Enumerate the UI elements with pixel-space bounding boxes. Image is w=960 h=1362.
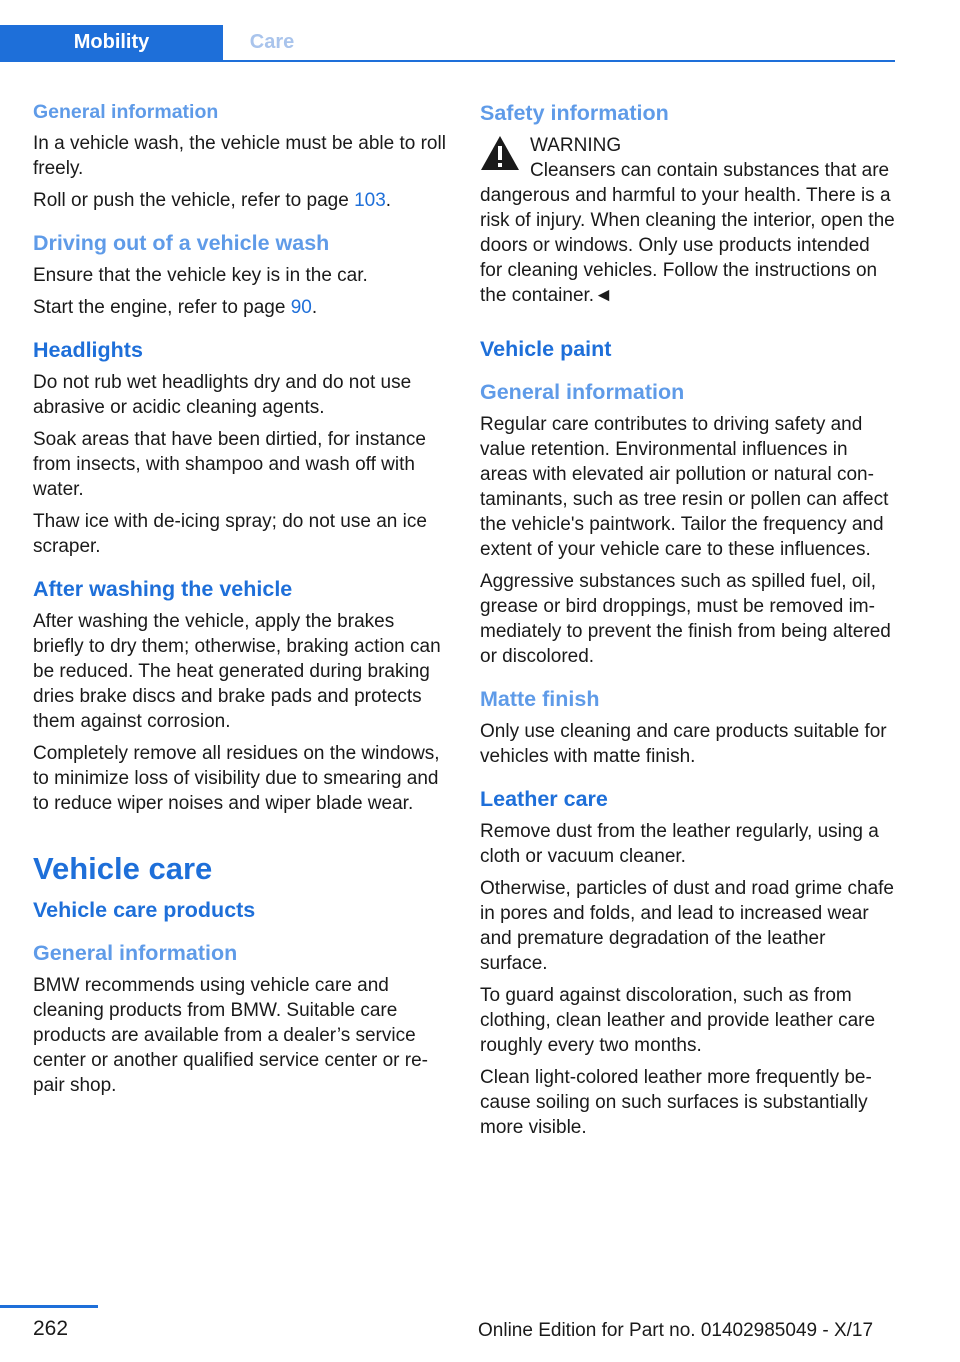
page-number: 262 [33, 1317, 69, 1340]
paint-general-info-heading: General information [480, 380, 685, 404]
paragraph: Ensure that the vehicle key is in the car. [33, 265, 368, 286]
paragraph: Soak areas that have been dirtied, for instance from insects, with shampoo and wash off with water. [33, 429, 426, 500]
vehicle-care-heading: Vehicle care [33, 851, 213, 886]
paragraph: Do not rub wet headlights dry and do not use abrasive or acidic cleaning agents. [33, 372, 412, 418]
matte-finish-heading: Matte finish [480, 687, 600, 711]
tab-care[interactable] [223, 25, 303, 60]
page-link[interactable]: 103 [354, 190, 386, 211]
paragraph: In a vehicle wash, the vehicle must be able to roll freely. [33, 133, 446, 179]
paragraph: Completely remove all residues on the windows, to minimize loss of visibility due to smearing and to reduce wiper noises and wiper blade wear. [33, 743, 440, 814]
paragraph: Otherwise, particles of dust and road grime chafe in pores and folds, and lead to increased wear and premature degradation of the leather surface. [480, 878, 894, 974]
text: Start the engine, refer to page [33, 297, 291, 318]
warning-label: WARNING [530, 135, 622, 156]
footer-rule [0, 1305, 98, 1308]
text: Roll or push the vehicle, refer to page [33, 190, 355, 211]
general-info-heading: General information [33, 101, 219, 123]
paragraph-with-link [33, 295, 449, 320]
text: . [385, 190, 392, 211]
paragraph: After washing the vehicle, apply the brakes briefly to dry them; otherwise, braking action can be reduced. The heat generated during braking dries brake discs and brake pads and protects them against corrosion. [33, 611, 441, 732]
paragraph: Thaw ice with de-icing spray; do not use an ice scraper. [33, 511, 427, 557]
tab-mobility[interactable]: Mobility [0, 25, 223, 60]
after-washing-heading: After washing the vehicle [33, 577, 293, 601]
right-column [480, 100, 896, 1147]
chapter-tab-bar [0, 25, 895, 62]
paragraph: Aggressive substances such as spilled fuel, oil, grease or bird droppings, must be removed immediately to prevent the finish from being altered or discolored. [480, 571, 891, 667]
tab-care-label: Care [249, 31, 295, 53]
paragraph: BMW recommends using vehicle care and cleaning products from BMW. Suitable care products are available from a dealer’s service center or another qualified service center or repair shop. [33, 975, 428, 1096]
driving-out-heading: Driving out of a vehicle wash [33, 231, 330, 255]
warning-block [480, 133, 896, 308]
edition-note: Online Edition for Part no. 01402985049 - X/17 [478, 1320, 874, 1341]
safety-information-heading: Safety information [480, 101, 669, 125]
paragraph: Clean light-colored leather more frequently because soiling on such surfaces is substantially more visible. [480, 1067, 872, 1138]
page-link[interactable]: 90 [290, 297, 312, 318]
headlights-heading: Headlights [33, 338, 143, 362]
paragraph: To guard against discoloration, such as from clothing, clean leather and provide leather care roughly every two months. [480, 985, 876, 1056]
paragraph: Remove dust from the leather regularly, using a cloth or vacuum cleaner. [480, 821, 879, 867]
text: . [311, 297, 318, 318]
vehicle-paint-heading: Vehicle paint [480, 337, 612, 361]
warning-triangle-icon [480, 135, 520, 171]
left-column [33, 100, 449, 1105]
leather-care-heading: Leather care [480, 787, 608, 811]
warning-text: Cleansers can contain substances that are dangerous and harmful to your health. There is a risk of injury. When cleaning the interior, open the doors or windows. Only use products intended for cleaning vehicles. Follow the instructions on the container.◄ [480, 160, 895, 306]
paragraph: Regular care contributes to driving safety and value retention. Environmental influences in areas with elevated air pollution or natural contaminants, such as tree resin or pollen can affect the vehicle's paintwork. Tailor the frequency and extent of your vehicle care to these influences. [480, 414, 889, 560]
paragraph-with-link [33, 188, 449, 213]
care-products-heading: Vehicle care products [33, 898, 256, 922]
care-general-info-heading: General information [33, 941, 238, 965]
paragraph: Only use cleaning and care products suitable for vehicles with matte finish. [480, 721, 887, 767]
